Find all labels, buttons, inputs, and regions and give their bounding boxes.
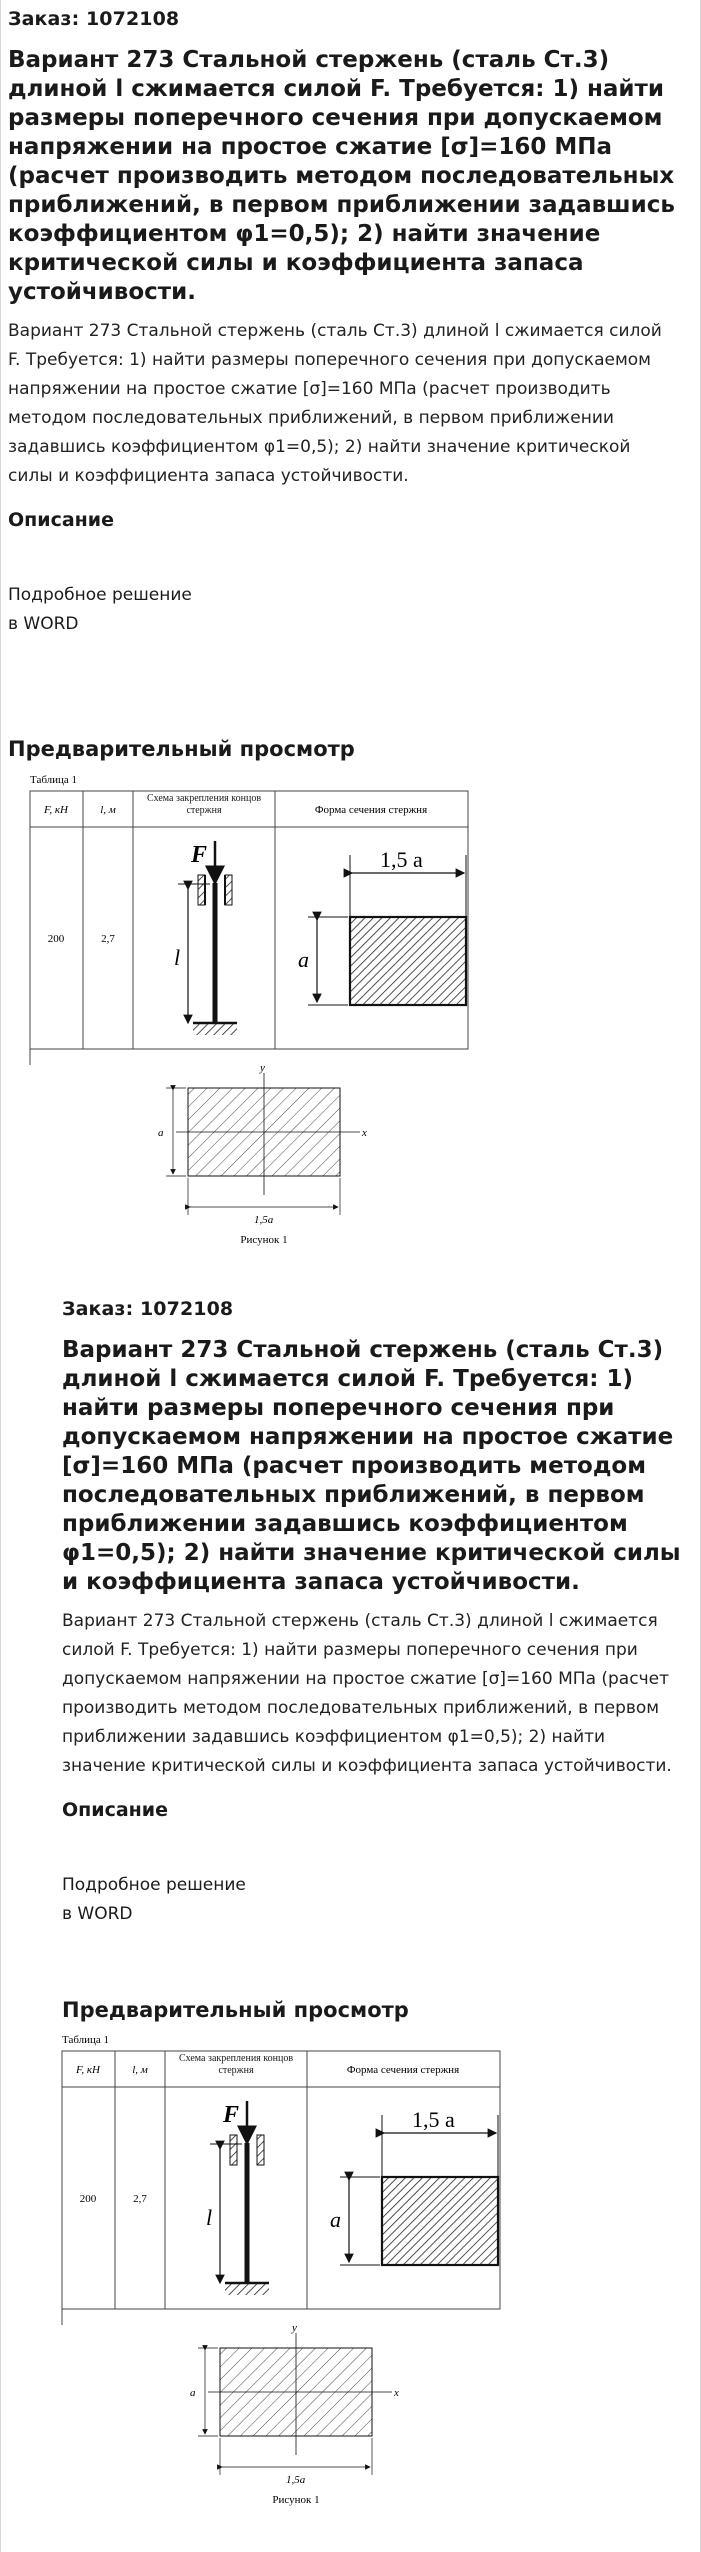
section-heading-2: Описание [62, 1799, 169, 1821]
value-force-2: 200 [79, 2193, 97, 2205]
order-number: Заказ: 1072108 [8, 8, 180, 30]
fig-caption-2: Рисунок 1 [272, 2494, 320, 2506]
task-title-2: Вариант 273 Стальной стержень (сталь Ст.3) длиной l сжимается силой F. Требуется: 1) найти размеры поперечного сечения при допускаемом напряжении на простое сжатие [σ]=160 МПа (расчет производить методом последовательных приближений, в первом приближении задавшись коэффициентом φ1=0,5); 2) найти значение критической силы и коэффициента запаса устойчивости. [62, 1337, 681, 1595]
section-width-label-2: 1,5 a [412, 2107, 455, 2132]
header-scheme-2: Схема закрепления концов стержня [178, 2053, 294, 2076]
task-block-2 [62, 1290, 701, 1929]
fig-x-axis-2: x [394, 2387, 399, 2399]
fig-y-axis-2: y [292, 2322, 297, 2334]
solution-line-1-2: Подробное решение [62, 1875, 246, 1895]
header-scheme-wrap [136, 793, 272, 827]
header-scheme: Схема закрепления концов стержня [146, 793, 262, 816]
header-scheme-wrap-2 [168, 2053, 304, 2087]
fig-caption: Рисунок 1 [240, 1234, 288, 1246]
section-height-label: a [298, 947, 309, 972]
preview-heading-2: Предварительный просмотр [62, 1998, 409, 2022]
fig-height-label-2: a [190, 2387, 196, 2399]
value-force: 200 [47, 933, 65, 945]
length-label: l [174, 945, 181, 970]
section-heading: Описание [8, 509, 115, 531]
header-length-2: l, м [132, 2064, 148, 2076]
page-left-border [0, 0, 1, 2552]
task-block-1 [8, 0, 698, 639]
fig-x-axis: x [362, 1127, 367, 1139]
task-description: Вариант 273 Стальной стержень (сталь Ст.3) длиной l сжимается силой F. Требуется: 1) найти размеры поперечного сечения при допускаемом напряжении на простое сжатие [σ]=160 МПа (расчет производить методом последовательных приближений, в первом приближении задавшись коэффициентом φ1=0,5); 2) найти значение критической силы и коэффициента запаса устойчивости. [8, 321, 662, 486]
figure-1 [158, 1062, 367, 1246]
preview-figure-svg [8, 765, 478, 1255]
solution-line-2-2: в WORD [62, 1904, 133, 1924]
table-caption-2: Таблица 1 [62, 2034, 110, 2046]
force-label-2: F [223, 2102, 240, 2128]
header-length: l, м [100, 804, 116, 816]
preview-figure-2 [40, 2025, 510, 2519]
header-section-2: Форма сечения стержня [346, 2064, 460, 2076]
preview-heading: Предварительный просмотр [8, 737, 355, 761]
fig-height-label: a [158, 1127, 164, 1139]
fig-y-axis: y [260, 1062, 265, 1074]
section-shape-2 [330, 2107, 498, 2265]
preview-figure-svg-2 [40, 2025, 510, 2515]
value-length: 2,7 [101, 933, 115, 945]
task-description-2: Вариант 273 Стальной стержень (сталь Ст.3) длиной l сжимается силой F. Требуется: 1) найти размеры поперечного сечения при допускаемом напряжении на простое сжатие [σ]=160 МПа (расчет производить методом последовательных приближений, в первом приближении задавшись коэффициентом φ1=0,5); 2) найти значение критической силы и коэффициента запаса устойчивости. [62, 1611, 672, 1776]
task-title: Вариант 273 Стальной стержень (сталь Ст.3) длиной l сжимается силой F. Требуется: 1) найти размеры поперечного сечения при допускаемом напряжении на простое сжатие [σ]=160 МПа (расчет производить методом последовательных приближений, в первом приближении задавшись коэффициентом φ1=0,5); 2) найти значение критической силы и коэффициента запаса устойчивости. [8, 47, 675, 305]
table-caption: Таблица 1 [30, 774, 78, 786]
header-force: F, кН [44, 804, 68, 816]
solution-line-1: Подробное решение [8, 585, 192, 605]
section-shape [298, 847, 466, 1005]
preview-figure-1 [8, 765, 478, 1259]
solution-line-2: в WORD [8, 614, 79, 634]
value-length-2: 2,7 [133, 2193, 147, 2205]
rod-scheme-2 [206, 2101, 269, 2295]
force-label: F [191, 842, 208, 868]
order-number-2: Заказ: 1072108 [62, 1298, 234, 1320]
solution-note-2 [62, 1871, 701, 1929]
rod-scheme [174, 841, 237, 1035]
figure-1-copy [190, 2322, 399, 2506]
header-force-2: F, кН [76, 2064, 100, 2076]
solution-note [8, 581, 698, 639]
section-height-label-2: a [330, 2207, 341, 2232]
header-section: Форма сечения стержня [314, 804, 428, 816]
fig-width-label-2: 1,5a [286, 2474, 306, 2486]
fig-width-label: 1,5a [254, 1214, 274, 1226]
section-width-label: 1,5 a [380, 847, 423, 872]
length-label-2: l [206, 2205, 213, 2230]
